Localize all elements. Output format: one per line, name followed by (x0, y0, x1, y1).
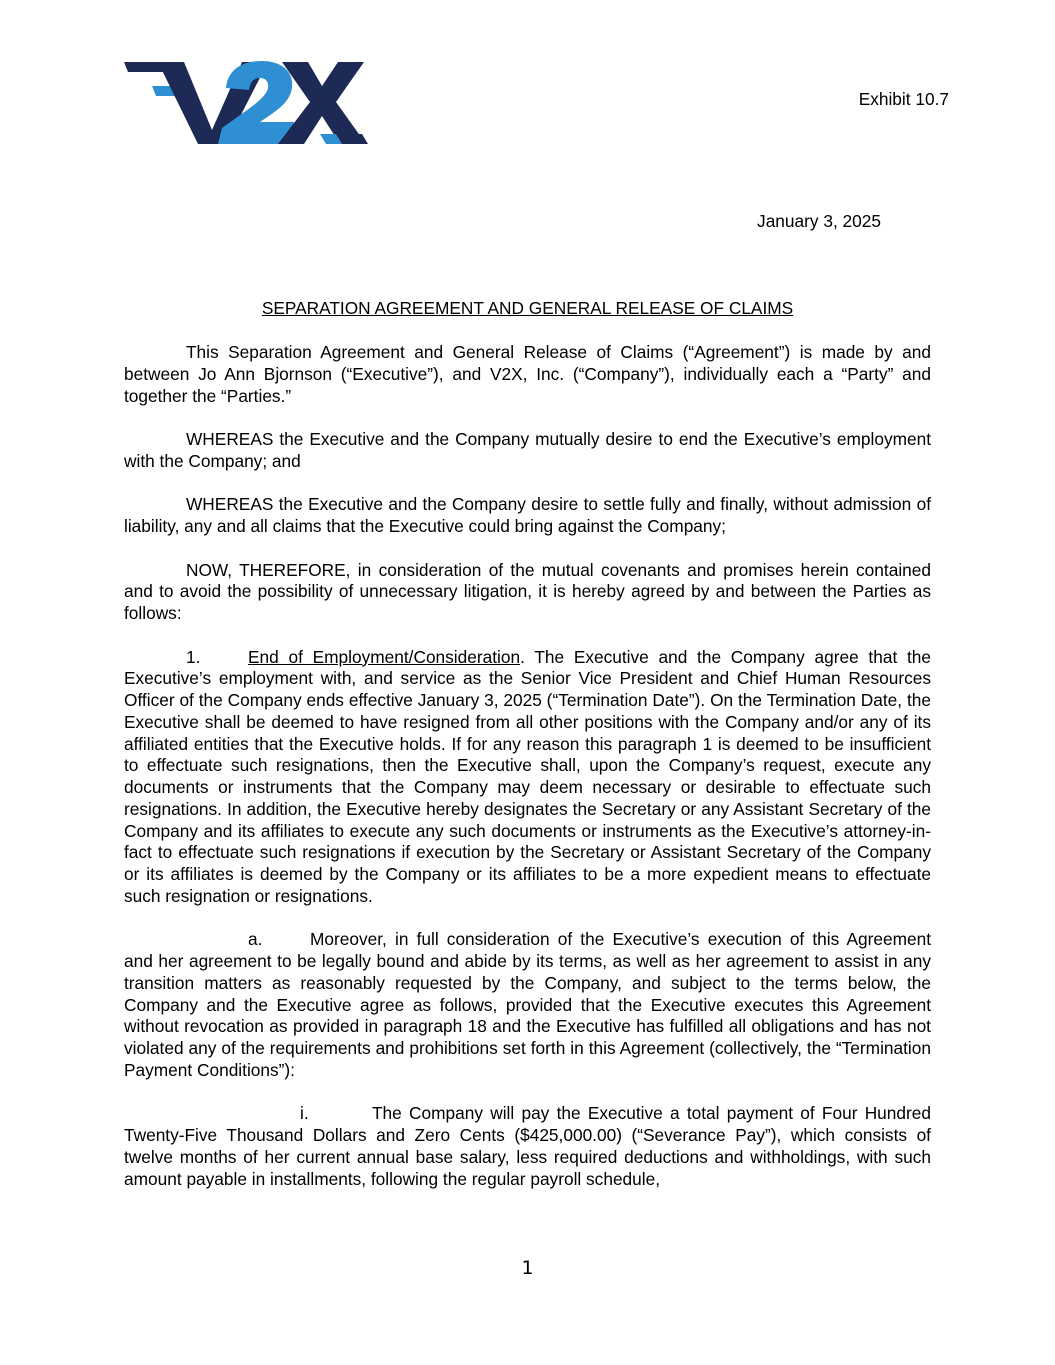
whereas-paragraph-1: WHEREAS the Executive and the Company mutually desire to end the Executive’s employment with the Company; and (124, 429, 931, 471)
subsection-i-number: i. (300, 1103, 309, 1124)
page-number: 1 (521, 1257, 534, 1279)
whereas-paragraph-2: WHEREAS the Executive and the Company desire to settle fully and finally, without admission of liability, any and all claims that the Executive could bring against the Company; (124, 494, 931, 536)
document-body (124, 342, 931, 1212)
subsection-a (124, 929, 931, 1081)
section-1-text: . The Executive and the Company agree that the Executive’s employment with, and service as the Senior Vice President and Chief Human Resources Officer of the Company ends effective January 3, 2025 (“Termination Date”). On the Termination Date, the Executive shall be deemed to have resigned from all other positions with the Company and/or any of its affiliated entities that the Executive holds. If for any reason this paragraph 1 is deemed to be insufficient to effectuate such resignations, then the Executive shall, upon the Company’s request, execute any documents or instruments that the Company may deem necessary or desirable to effectuate such resignations. In addition, the Executive hereby designates the Secretary or any Assistant Secretary of the Company and its affiliates to execute any such documents or instruments as the Executive’s attorney-in-fact to effectuate such resignations if execution by the Secretary or Assistant Secretary of the Company or its affiliates is deemed by the Company or its affiliates to be a more expedient means to effectuate such resignation or resignations. (124, 646, 931, 906)
exhibit-label: Exhibit 10.7 (858, 89, 949, 109)
intro-paragraph: This Separation Agreement and General Release of Claims (“Agreement”) is made by and between Jo Ann Bjornson (“Executive”), and V2X, Inc. (“Company”), individually each a “Party” and together the “Parties.” (124, 342, 931, 406)
subsection-a-number: a. (248, 929, 263, 950)
subsection-i (124, 1103, 931, 1190)
document-date: January 3, 2025 (757, 211, 881, 231)
section-1 (124, 647, 931, 908)
section-1-number: 1. (186, 646, 201, 667)
v2x-logo (122, 58, 372, 148)
subsection-a-text: Moreover, in full consideration of the Executive’s execution of this Agreement and her agreement to be legally bound and abide by its terms, as well as her agreement to assist in any transition matters as reasonably requested by the Company, and subject to the terms below, the Company and the Executive agree as follows, provided that the Executive executes this Agreement without revocation as provided in paragraph 18 and the Executive has fulfilled all obligations and has not violated any of the requirements and prohibitions set forth in this Agreement (collectively, the “Termination Payment Conditions”): (124, 929, 931, 1080)
document-title: SEPARATION AGREEMENT AND GENERAL RELEASE OF CLAIMS (261, 298, 794, 318)
now-therefore-paragraph: NOW, THEREFORE, in consideration of the mutual covenants and promises herein contained and to avoid the possibility of unnecessary litigation, it is hereby agreed by and between the Parties as follows: (124, 559, 931, 623)
section-1-heading: End of Employment/Consideration (248, 646, 521, 667)
subsection-i-text: The Company will pay the Executive a total payment of Four Hundred Twenty-Five Thousand Dollars and Zero Cents ($425,000.00) (“Severance Pay”), which consists of twelve months of her current annual base salary, less required deductions and withholdings, with such amount payable in installments, following the regular payroll schedule, (124, 1103, 931, 1189)
